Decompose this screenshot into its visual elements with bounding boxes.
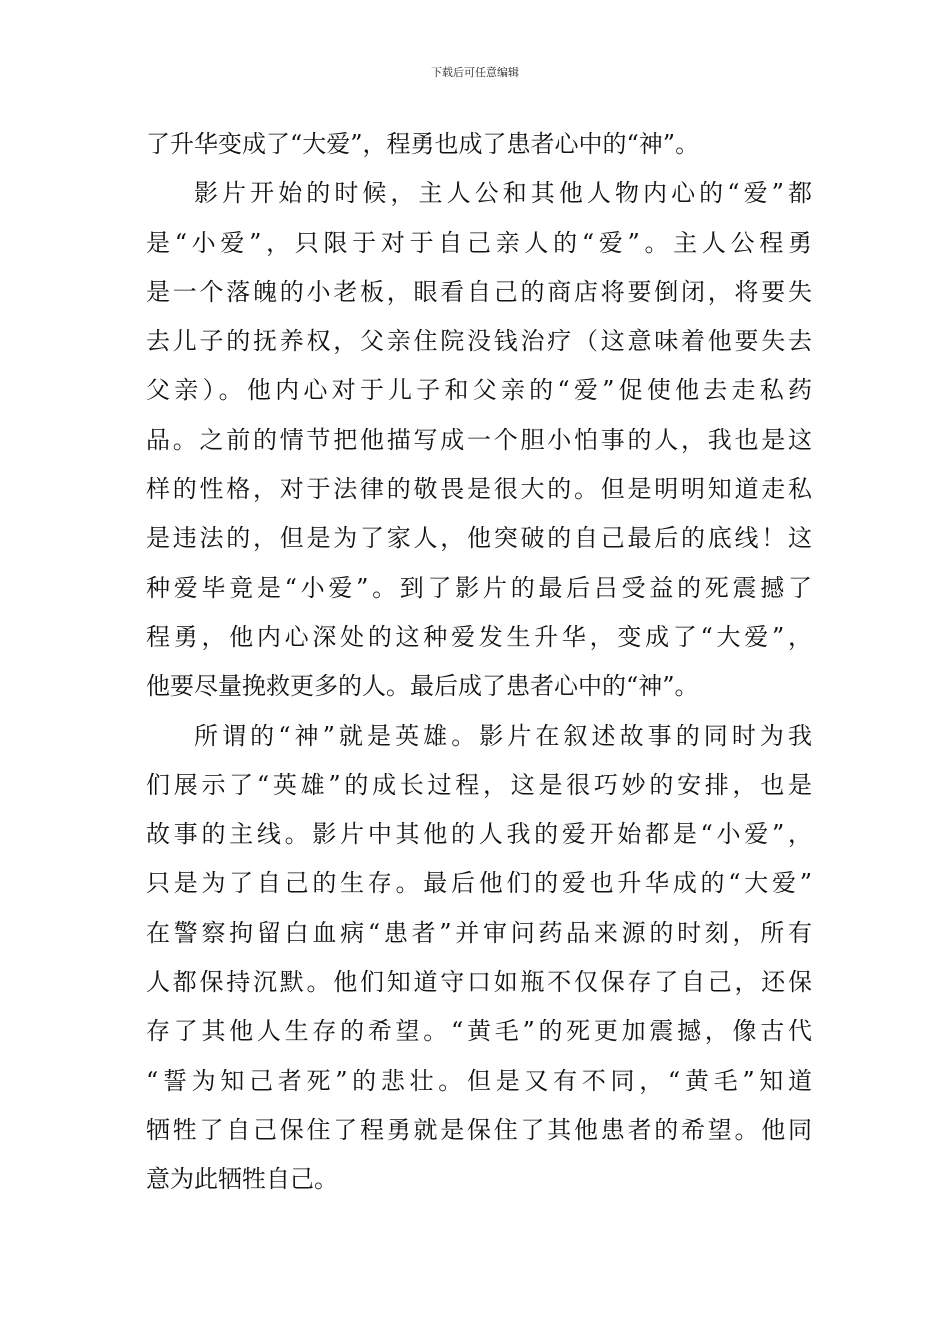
page-header: 下载后可任意编辑 (431, 66, 519, 79)
text-line: 父亲）。他内心对于儿子和父亲的“爱”促使他去走私药 (146, 376, 812, 405)
text-line: 只是为了自己的生存。最后他们的爱也升华成的“大爱” (146, 869, 812, 898)
text-line: 影片开始的时候，主人公和其他人物内心的“爱”都 (194, 179, 812, 208)
text-line: 们展示了“英雄”的成长过程，这是很巧妙的安排，也是 (146, 770, 812, 799)
text-line: 是“小爱”，只限于对于自己亲人的“爱”。主人公程勇 (146, 228, 812, 257)
text-line: 故事的主线。影片中其他的人我的爱开始都是“小爱”， (146, 820, 812, 849)
text-line: 存了其他人生存的希望。“黄毛”的死更加震撼，像古代 (146, 1017, 812, 1046)
text-line: 意为此牺牲自己。 (146, 1165, 338, 1194)
text-line: 是一个落魄的小老板，眼看自己的商店将要倒闭，将要失 (146, 277, 812, 306)
text-line: 种爱毕竟是“小爱”。到了影片的最后吕受益的死震撼了 (146, 573, 812, 602)
text-line: 品。之前的情节把他描写成一个胆小怕事的人，我也是这 (146, 425, 812, 454)
text-line: 人都保持沉默。他们知道守口如瓶不仅保存了自己，还保 (146, 968, 812, 997)
text-line: 去儿子的抚养权，父亲住院没钱治疗（这意味着他要失去 (146, 327, 812, 356)
document-body (146, 120, 812, 1205)
text-line: 牺牲了自己保住了程勇就是保住了其他患者的希望。他同 (146, 1115, 812, 1144)
paragraph (146, 712, 812, 1205)
text-line: 所谓的“神”就是英雄。影片在叙述故事的同时为我 (194, 721, 812, 750)
text-line: 他要尽量挽救更多的人。最后成了患者心中的“神”。 (146, 672, 699, 701)
text-line: “誓为知己者死”的悲壮。但是又有不同，“黄毛”知道 (146, 1066, 812, 1095)
text-line: 是违法的，但是为了家人，他突破的自己最后的底线！这 (146, 524, 812, 553)
paragraph (146, 120, 812, 169)
text-line: 在警察拘留白血病“患者”并审问药品来源的时刻，所有 (146, 918, 812, 947)
text-line: 样的性格，对于法律的敬畏是很大的。但是明明知道走私 (146, 475, 812, 504)
text-line: 了升华变成了“大爱”，程勇也成了患者心中的“神”。 (146, 130, 700, 158)
text-line: 程勇，他内心深处的这种爱发生升华，变成了“大爱”， (146, 622, 812, 651)
paragraph (146, 169, 812, 711)
